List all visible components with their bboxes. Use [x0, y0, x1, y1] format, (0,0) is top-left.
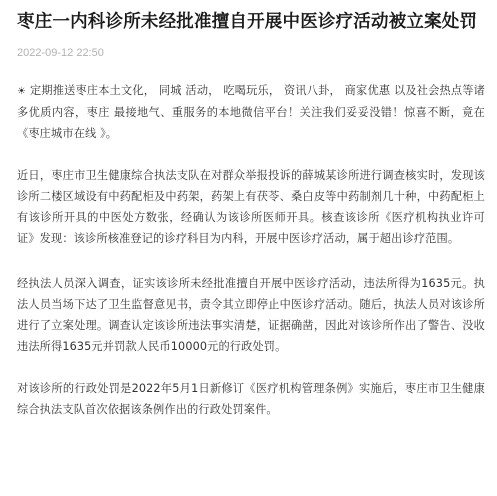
article-title: 枣庄一内科诊所未经批准擅自开展中医诊疗活动被立案处罚	[17, 12, 478, 32]
publish-date: 2022-09-12 22:50	[17, 47, 104, 59]
body-paragraph: 经执法人员深入调查，证实该诊所未经批准擅自开展中医诊疗活动，违法所得为1635元。执法人员当场下达了卫生监督意见书，责令其立即停止中医诊疗活动。随后，执法人员对该诊所进行了立案处理。调查认定该诊所违法事实清楚，证据确凿，因此对该诊所作出了警告、没收违法所得1635元并罚款人民币10000元的行政处罚。	[17, 277, 485, 353]
article	[17, 0, 485, 420]
body-paragraph: 近日，枣庄市卫生健康综合执法支队在对群众举报投诉的薛城某诊所进行调查核实时，发现该诊所二楼区域设有中药配柜及中药架，药架上有茯苓、桑白皮等中药制剂几十种，中药配柜上有该诊所开具的中医处方数张，经确认为该诊所医师开具。核查该诊所《医疗机构执业许可证》发现：该诊所核准登记的诊疗科目为内科，开展中医诊疗活动，属于超出诊疗范围。	[17, 169, 485, 245]
intro-text: 定期推送枣庄本土文化， 同城 活动， 吃喝玩乐， 资讯八卦， 商家优惠 以及社会热点等诸多优质内容，枣庄 最接地气、重服务的本地微信平台！关注我们妥妥没错！惊喜不断，竟在《枣庄城市在线 》。	[17, 84, 485, 140]
sun-icon: ☀	[17, 86, 27, 97]
intro-paragraph	[17, 80, 485, 144]
body-paragraph: 对该诊所的行政处罚是2022年5月1日新修订《医疗机构管理条例》实施后，枣庄市卫生健康综合执法支队首次依据该条例作出的行政处罚案件。	[17, 382, 485, 416]
